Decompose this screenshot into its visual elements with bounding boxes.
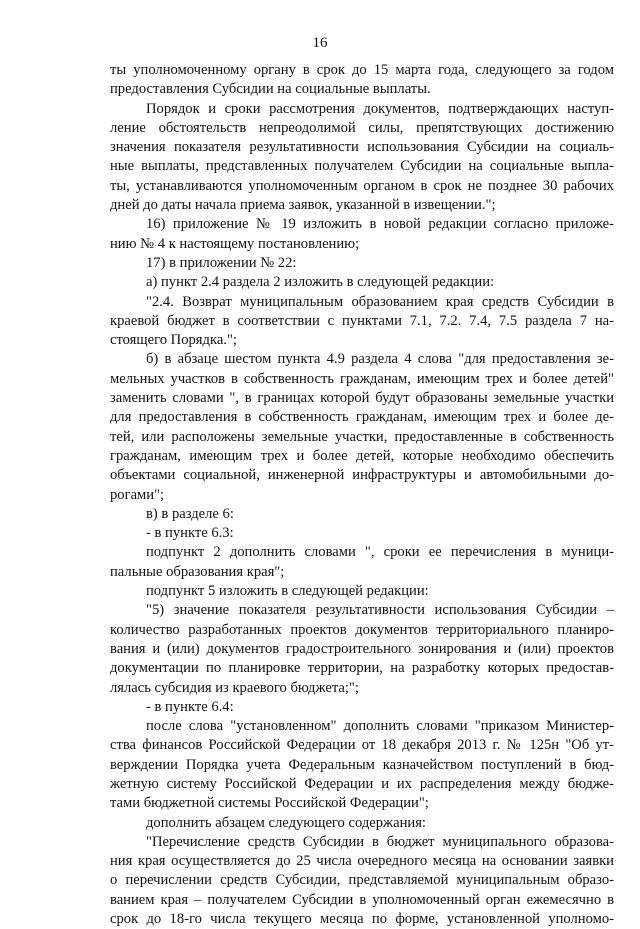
text-line: "2.4. Возврат муниципальным образованием края средств Субсидии в bbox=[146, 293, 614, 310]
page-number: 16 bbox=[312, 35, 328, 51]
text-line: "Перечисление средств Субсидии в бюджет муниципального образова- bbox=[146, 833, 614, 850]
text-line: рогами"; bbox=[110, 486, 165, 503]
text-line: ление обстоятельств непреодолимой силы, препятствующих достижению bbox=[110, 119, 614, 136]
text-line: стоящего Порядка."; bbox=[110, 332, 237, 349]
text-line: ные выплаты, представленных получателем Субсидии на социальные выпла- bbox=[110, 158, 614, 175]
text-line: документации по планировке территории, на разработку которых предостав- bbox=[110, 660, 614, 677]
text-line: предоставления Субсидии на социальные выплаты. bbox=[110, 81, 431, 98]
text-line: подпункт 2 дополнить словами ", сроки ее перечисления в муници- bbox=[146, 544, 614, 561]
text-line: значения показателя результативности использования Субсидии на социаль- bbox=[110, 139, 614, 156]
text-line: количество разработанных проектов документов территориального планиро- bbox=[110, 621, 614, 638]
text-line: 17) в приложении № 22: bbox=[146, 254, 297, 271]
text-line: краевой бюджет в соответствии с пунктами 7.1, 7.2. 7.4, 7.5 раздела 7 на- bbox=[110, 312, 614, 329]
text-line: тей, или расположены земельные участки, предоставленные в собственность bbox=[110, 428, 614, 445]
text-line: в) в разделе 6: bbox=[146, 505, 234, 522]
text-line: тами бюджетной системы Российской Федерации"; bbox=[110, 795, 429, 812]
text-line: б) в абзаце шестом пункта 4.9 раздела 4 слова "для предоставления зе- bbox=[146, 351, 614, 368]
text-line: дополнить абзацем следующего содержания: bbox=[146, 814, 426, 831]
text-line: ты, устанавливаются уполномоченным органом в срок не позднее 30 рабочих bbox=[110, 177, 614, 194]
document-body bbox=[110, 61, 614, 929]
text-line: вания и (или) документов градостроительного зонирования и (или) проектов bbox=[110, 640, 614, 657]
text-line: "5) значение показателя результативности использования Субсидии – bbox=[146, 602, 614, 619]
text-line: нию № 4 к настоящему постановлению; bbox=[110, 235, 360, 252]
text-line: дней до даты начала приема заявок, указанной в извещении."; bbox=[110, 197, 496, 214]
text-line: после слова "установленном" дополнить словами "приказом Министер- bbox=[146, 718, 614, 735]
text-line: верждении Порядка учета Федеральным казначейством поступлений в бюд- bbox=[110, 756, 614, 773]
text-line: заменить словами ", в границах которой будут образованы земельные участки bbox=[110, 390, 614, 407]
text-line: - в пункте 6.4: bbox=[146, 698, 234, 715]
text-line: ты уполномоченному органу в срок до 15 марта года, следующего за годом bbox=[110, 62, 614, 78]
text-line: ванием края – получателем Субсидии в уполномоченный орган ежемесячно в bbox=[110, 891, 614, 908]
text-line: пальные образования края"; bbox=[110, 563, 285, 580]
text-line: 16) приложение № 19 изложить в новой редакции согласно приложе- bbox=[146, 216, 614, 233]
text-line: срок до 18-го числа текущего месяца по форме, установленной уполномо- bbox=[110, 911, 614, 928]
text-line: для предоставления в собственность гражданам, имеющим трех и более де- bbox=[110, 409, 614, 426]
text-line: - в пункте 6.3: bbox=[146, 525, 234, 542]
text-line: ния края осуществляется до 25 числа очередного месяца на основании заявки bbox=[110, 853, 614, 870]
text-line: объектами социальной, инженерной инфраструктуры и автомобильными до- bbox=[110, 467, 614, 484]
text-line: подпункт 5 изложить в следующей редакции: bbox=[146, 583, 429, 600]
text-line: о перечислении средств Субсидии, представляемой муниципальным образо- bbox=[110, 872, 614, 889]
text-line: мельных участков в собственность гражданам, имеющим трех и более детей" bbox=[110, 370, 614, 387]
text-line: Порядок и сроки рассмотрения документов, подтверждающих наступ- bbox=[146, 100, 614, 117]
text-line: ства финансов Российской Федерации от 18 декабря 2013 г. № 125н "Об ут- bbox=[110, 737, 614, 754]
text-line: жетную систему Российской Федерации и их распределения между бюдже- bbox=[110, 775, 614, 792]
text-line: гражданам, имеющим трех и более детей, которые необходимо обеспечить bbox=[110, 447, 614, 464]
text-line: а) пункт 2.4 раздела 2 изложить в следующей редакции: bbox=[146, 274, 495, 291]
text-line: лялась субсидия из краевого бюджета;"; bbox=[110, 679, 359, 696]
